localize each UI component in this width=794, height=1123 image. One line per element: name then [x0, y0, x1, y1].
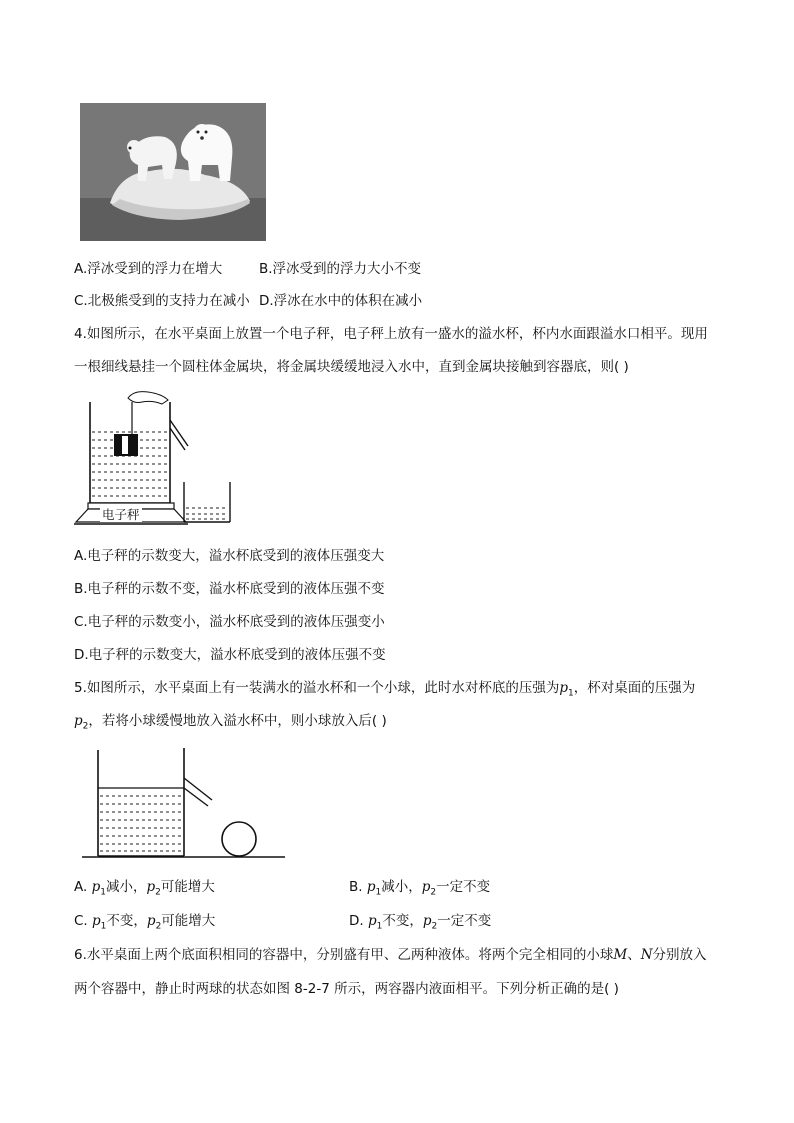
q6-stem-line2: 两个容器中，静止时两球的状态如图 8-2-7 所示，两容器内液面相平。下列分析正确的是( ) — [74, 981, 619, 997]
polar-bear-illustration — [80, 103, 266, 241]
q4-stem-line2: 一根细线悬挂一个圆柱体金属块，将金属块缓缓地浸入水中，直到金属块接触到容器底，则( ) — [74, 359, 629, 375]
q4-stem-line1: 4.如图所示，在水平桌面上放置一个电子秤，电子秤上放有一盛水的溢水杯，杯内水面跟溢水口相平。现用 — [74, 326, 708, 342]
q5-option-c: C. $p_1$不变，$p_2$可能增大 — [74, 913, 216, 932]
q5-cup-and-ball-figure — [80, 744, 300, 864]
polar-bear-photo — [80, 103, 266, 241]
q5-stem-line2: $p_2$，若将小球缓慢地放入溢水杯中，则小球放入后( ) — [74, 713, 387, 732]
q4-option-b: B.电子秤的示数不变，溢水杯底受到的液体压强不变 — [74, 581, 385, 597]
q4-scale-label: 电子秤 — [102, 507, 140, 522]
q4-option-c: C.电子秤的示数变小，溢水杯底受到的液体压强变小 — [74, 614, 385, 630]
q3-option-b: B.浮冰受到的浮力大小不变 — [259, 261, 422, 277]
q6-stem-line1: 6.水平桌面上两个底面积相同的容器中，分别盛有甲、乙两种液体。将两个完全相同的小球M、N分别放入 — [74, 947, 707, 963]
q3-option-d: D.浮冰在水中的体积在减小 — [259, 293, 423, 309]
q5-stem-line1: 5.如图所示，水平桌面上有一装满水的溢水杯和一个小球，此时水对杯底的压强为$p_1$，杯对桌面的压强为 — [74, 680, 696, 699]
q5-option-d: D. $p_1$不变，$p_2$一定不变 — [349, 913, 492, 932]
q3-option-c: C.北极熊受到的支持力在减小 — [74, 293, 250, 309]
q3-option-a: A.浮冰受到的浮力在增大 — [74, 261, 223, 277]
q4-option-a: A.电子秤的示数变大，溢水杯底受到的液体压强变大 — [74, 548, 385, 564]
q4-option-d: D.电子秤的示数变大，溢水杯底受到的液体压强不变 — [74, 647, 386, 663]
q5-option-b: B. $p_1$减小，$p_2$一定不变 — [349, 879, 491, 898]
q4-overflow-cup-figure — [70, 388, 270, 528]
q5-option-a: A. $p_1$减小，$p_2$可能增大 — [74, 879, 215, 898]
